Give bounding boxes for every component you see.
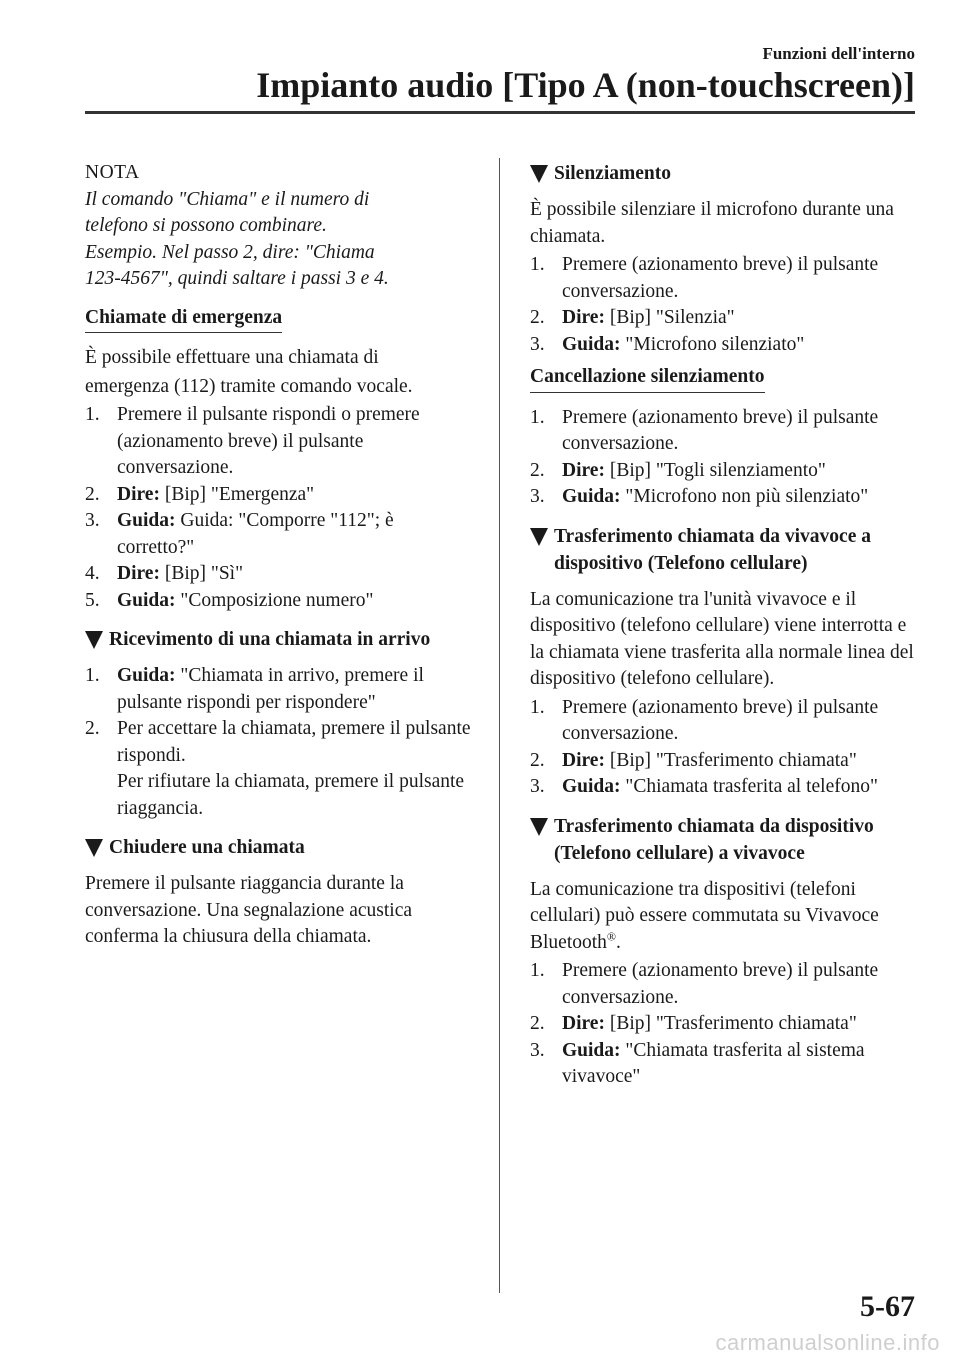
note-line: telefono si possono combinare. bbox=[85, 215, 327, 236]
emergency-steps bbox=[85, 402, 475, 614]
step-extra-text: Per rifiutare la chiamata, premere il pulsante riaggancia. bbox=[117, 771, 465, 819]
column-divider bbox=[499, 158, 500, 1293]
emergency-intro-line: È possibile effettuare una chiamata di bbox=[85, 347, 379, 368]
list-item: 1. Premere (azionamento breve) il pulsante conversazione. bbox=[530, 960, 879, 1008]
close-call-text: Premere il pulsante riaggancia durante la conversazione. Una segnalazione acustica conferma la chiusura della chiamata. bbox=[85, 873, 413, 947]
registered-mark: ® bbox=[606, 929, 617, 943]
page-number: 5-67 bbox=[860, 1290, 915, 1323]
transfer-to-device-heading: Trasferimento chiamata da vivavoce a dispositivo (Telefono cellulare) bbox=[530, 523, 920, 577]
list-item: 2. Dire: [Bip] "Emergenza" bbox=[85, 483, 315, 505]
transfer-to-handsfree-heading: Trasferimento chiamata da dispositivo (Telefono cellulare) a vivavoce bbox=[530, 813, 920, 867]
list-item: 2. Dire: [Bip] "Togli silenziamento" bbox=[530, 459, 826, 481]
list-item: 1. Premere (azionamento breve) il pulsante conversazione. bbox=[530, 254, 879, 302]
header-section-label: Funzioni dell'interno bbox=[762, 44, 915, 63]
list-item: 2. Dire: [Bip] "Trasferimento chiamata" bbox=[530, 1013, 857, 1034]
list-item: 3. Guida: Guida: "Comporre "112"; è corretto?" bbox=[85, 510, 394, 558]
triangle-bullet-icon bbox=[530, 528, 548, 546]
note-block bbox=[85, 160, 475, 293]
unmute-subheading: Cancellazione silenziamento bbox=[530, 364, 765, 393]
incoming-steps bbox=[85, 663, 475, 822]
list-item: 3. Guida: "Chiamata trasferita al telefono" bbox=[530, 776, 878, 797]
list-item: 3. Guida: "Chiamata trasferita al sistema vivavoce" bbox=[530, 1039, 865, 1087]
triangle-bullet-icon bbox=[530, 818, 548, 836]
close-call-heading: Chiudere una chiamata bbox=[85, 834, 475, 861]
list-item: 2. Dire: [Bip] "Trasferimento chiamata" bbox=[530, 749, 857, 771]
watermark: carmanualsonline.info bbox=[715, 1330, 940, 1355]
note-line: Esempio. Nel passo 2, dire: "Chiama bbox=[85, 241, 375, 263]
list-item: 2. Dire: [Bip] "Silenzia" bbox=[530, 307, 735, 328]
page-title: Impianto audio [Tipo A (non-touchscreen)] bbox=[256, 65, 915, 105]
emergency-intro-line: emergenza (112) tramite comando vocale. bbox=[85, 375, 413, 397]
list-item: 1. Premere (azionamento breve) il pulsante conversazione. bbox=[530, 696, 879, 744]
list-item: 1. Premere il pulsante rispondi o premere (azionamento breve) il pulsante conversazione. bbox=[85, 404, 420, 478]
right-column bbox=[530, 160, 920, 1091]
transfer-to-device-intro: La comunicazione tra l'unità vivavoce e il dispositivo (telefono cellulare) viene interrotta e la chiamata viene trasferita alla normale linea del dispositivo (telefono cellulare). bbox=[530, 588, 914, 689]
list-item: 5. Guida: "Composizione numero" bbox=[85, 589, 374, 611]
triangle-bullet-icon bbox=[85, 631, 103, 649]
triangle-bullet-icon bbox=[530, 165, 548, 183]
emergency-subheading: Chiamate di emergenza bbox=[85, 305, 282, 334]
transfer-to-handsfree-steps bbox=[530, 958, 920, 1091]
list-item: 4. Dire: [Bip] "Sì" bbox=[85, 563, 244, 584]
transfer-to-device-steps bbox=[530, 695, 920, 801]
mute-steps bbox=[530, 252, 920, 358]
note-line: 123-4567", quindi saltare i passi 3 e 4. bbox=[85, 268, 389, 289]
mute-heading: Silenziamento bbox=[530, 160, 920, 187]
list-item: 3. Guida: "Microfono silenziato" bbox=[530, 333, 805, 355]
note-line: Il comando "Chiama" e il numero di bbox=[85, 188, 370, 210]
triangle-bullet-icon bbox=[85, 839, 103, 857]
list-item: 3. Guida: "Microfono non più silenziato" bbox=[530, 486, 869, 507]
unmute-steps bbox=[530, 405, 920, 511]
list-item: 2. Per accettare la chiamata, premere il pulsante rispondi. Per rifiutare la chiamata, premere il pulsante riaggancia. bbox=[85, 716, 475, 822]
transfer-to-handsfree-intro: La comunicazione tra dispositivi (telefoni cellulari) può essere commutata su Vivavoce Bluetooth®. bbox=[530, 878, 879, 953]
header-divider bbox=[85, 111, 915, 114]
list-item: 1. Guida: "Chiamata in arrivo, premere il pulsante rispondi per rispondere" bbox=[85, 665, 424, 713]
mute-intro: È possibile silenziare il microfono durante una chiamata. bbox=[530, 199, 894, 247]
left-column bbox=[85, 160, 475, 953]
incoming-call-heading: Ricevimento di una chiamata in arrivo bbox=[85, 626, 475, 653]
note-label: NOTA bbox=[85, 162, 140, 183]
list-item: 1. Premere (azionamento breve) il pulsante conversazione. bbox=[530, 406, 879, 454]
